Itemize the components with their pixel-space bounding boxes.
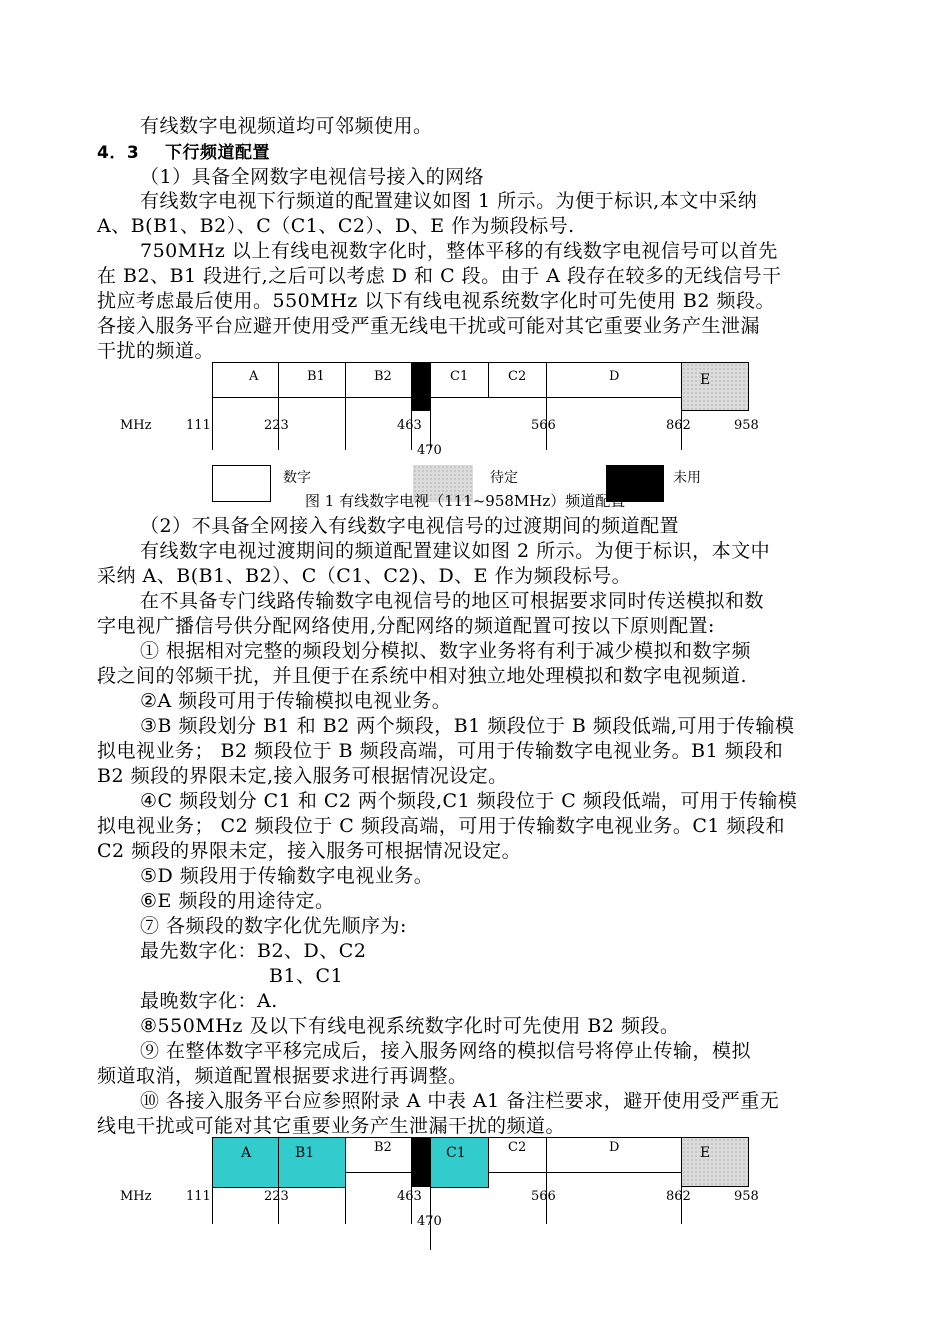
para-text: 在 B2、B1 段进行,之后可以考虑 D 和 C 段。由于 A 段存在较多的无线信号干 [97, 265, 782, 287]
para-text: 各接入服务平台应避开使用受严重无线电干扰或可能对其它重要业务产生泄漏 [97, 315, 761, 337]
para-text: 段之间的邻频干扰，并且便于在系统中相对独立地处理模拟和数字电视频道. [97, 665, 748, 687]
band-label-a: A [249, 369, 259, 384]
para-text: 采纳 A、B(B1、B2）、C（C1、C2)、D、E 作为频段标号。 [97, 565, 632, 587]
section-title: 下行频道配置 [165, 143, 270, 163]
para-text: 线电干扰或可能对其它重要业务产生泄漏干扰的频道。 [97, 1115, 566, 1137]
band-label-e: E [700, 1145, 711, 1161]
band-label-d: D [609, 1140, 620, 1155]
figure-1-caption: 图 1 有线数字电视（111~958MHz）频道配置 [305, 492, 626, 510]
para-text: 最先数字化：B2、D、C2 [140, 940, 367, 962]
para-text: ⑨ 在整体数字平移完成后，接入服务网络的模拟信号将停止传输，模拟 [140, 1040, 752, 1062]
band-label-b2: B2 [374, 369, 392, 384]
para-text: C2 频段的界限未定，接入服务可根据情况设定。 [97, 840, 522, 862]
para-text: ① 根据相对完整的频段划分模拟、数字业务将有利于减少模拟和数字频 [140, 640, 752, 662]
band-label-b1: B1 [295, 1145, 315, 1161]
para-text: B1、C1 [269, 965, 344, 987]
tick-label: 223 [264, 1189, 289, 1204]
subheading: （2）不具备全网接入有线数字电视信号的过渡期间的频道配置 [140, 515, 680, 537]
tick-label: 566 [531, 1189, 556, 1204]
band-a-b1-analog-block [212, 1137, 346, 1188]
tick-line [546, 1137, 547, 1224]
para-text: 扰应考虑最后使用。550MHz 以下有线电视系统数字化时可先使用 B2 频段。 [97, 290, 775, 312]
para-text: 字电视广播信号供分配网络使用,分配网络的频道配置可按以下原则配置: [97, 615, 715, 637]
tick-line [488, 362, 489, 398]
para-text: 有线数字电视过渡期间的频道配置建议如图 2 所示。为便于标识，本文中 [140, 540, 771, 562]
band-label-c2: C2 [508, 1140, 527, 1155]
para-text: ②A 频段可用于传输模拟电视业务。 [140, 690, 452, 712]
para-text: 拟电视业务； C2 频段位于 C 频段高端，可用于传输数字电视业务。C1 频段和 [97, 815, 785, 837]
legend-unused-label: 未用 [673, 470, 701, 486]
para-text: 频道取消，频道配置根据要求进行再调整。 [97, 1065, 468, 1087]
band-e-block [681, 362, 749, 411]
para-text: 750MHz 以上有线电视数字化时，整体平移的有线数字电视信号可以首先 [140, 240, 778, 262]
tick-line [546, 362, 547, 450]
tick-line [278, 362, 279, 450]
band-label-c1: C1 [450, 369, 469, 384]
tick-label: 862 [666, 418, 691, 433]
tick-line [345, 362, 346, 450]
para-text: B2 频段的界限未定,接入服务可根据情况设定。 [97, 765, 508, 787]
para-text: ⑥E 频段的用途待定。 [140, 890, 335, 912]
para-text: 有线数字电视频道均可邻频使用。 [140, 115, 433, 137]
legend-digital-label: 数字 [283, 470, 311, 486]
unused-band-block [412, 362, 430, 411]
para-text: ③B 频段划分 B1 和 B2 两个频段，B1 频段位于 B 频段低端,可用于传输模 [140, 715, 795, 737]
band-top-border [212, 362, 412, 363]
unit-label: MHz [120, 1189, 152, 1204]
tick-label: 223 [264, 418, 289, 433]
band-label-b2: B2 [374, 1140, 392, 1155]
band-label-b1: B1 [307, 369, 325, 384]
band-bottom-border [488, 1172, 682, 1173]
band-e-block [681, 1137, 749, 1187]
band-label-c1: C1 [446, 1145, 466, 1161]
band-bottom-border [212, 397, 412, 398]
para-text: 有线数字电视下行频道的配置建议如图 1 所示。为便于标识,本文中采纳 [140, 190, 758, 212]
tick-label: 958 [734, 1189, 759, 1204]
band-label-c2: C2 [508, 369, 527, 384]
tick-label: 111 [186, 1189, 211, 1204]
band-bottom-border [345, 1172, 412, 1173]
para-text: 拟电视业务； B2 频段位于 B 频段高端，可用于传输数字电视业务。B1 频段和 [97, 740, 784, 762]
band-label-a: A [241, 1145, 252, 1161]
legend-pending-label: 待定 [490, 470, 518, 486]
para-text: ⑦ 各频段的数字化优先顺序为: [140, 915, 407, 937]
para-text: 干扰的频道。 [97, 340, 215, 362]
band-bottom-border [430, 397, 682, 398]
tick-line [212, 362, 213, 450]
para-text: 最晚数字化：A. [140, 990, 278, 1012]
section-heading [97, 140, 857, 166]
tick-line [345, 1137, 346, 1224]
tick-label: 566 [531, 418, 556, 433]
para-text: ④C 频段划分 C1 和 C2 两个频段,C1 频段位于 C 频段低端，可用于传输模 [140, 790, 798, 812]
band-label-d: D [609, 369, 620, 384]
para-text: ⑤D 频段用于传输数字电视业务。 [140, 865, 434, 887]
para-text: ⑩ 各接入服务平台应参照附录 A 中表 A1 备注栏要求，避开使用受严重无 [140, 1090, 780, 1112]
section-number: 4．3 [97, 143, 140, 163]
band-top-border [345, 1137, 412, 1138]
tick-label: 958 [734, 418, 759, 433]
unit-label: MHz [120, 418, 152, 433]
tick-label: 111 [186, 418, 211, 433]
para-text: A、B(B1、B2）、C（C1、C2）、D、E 作为频段标号. [97, 215, 575, 237]
tick-label: 470 [417, 443, 442, 458]
tick-line [430, 1137, 431, 1250]
tick-label: 470 [417, 1214, 442, 1229]
unused-band-block [412, 1137, 430, 1187]
para-text: 在不具备专门线路传输数字电视信号的地区可根据要求同时传送模拟和数 [140, 590, 765, 612]
legend-digital-swatch [212, 465, 271, 502]
band-label-e: E [700, 372, 711, 388]
band-top-border [430, 362, 682, 363]
band-top-border [488, 1137, 682, 1138]
tick-line [212, 1137, 213, 1224]
tick-line [278, 1137, 279, 1224]
subheading: （1）具备全网数字电视信号接入的网络 [140, 166, 485, 188]
tick-line [430, 362, 431, 450]
tick-label: 463 [397, 1189, 422, 1204]
tick-label: 463 [397, 418, 422, 433]
tick-label: 862 [666, 1189, 691, 1204]
para-text: ⑧550MHz 及以下有线电视系统数字化时可先使用 B2 频段。 [140, 1015, 680, 1037]
